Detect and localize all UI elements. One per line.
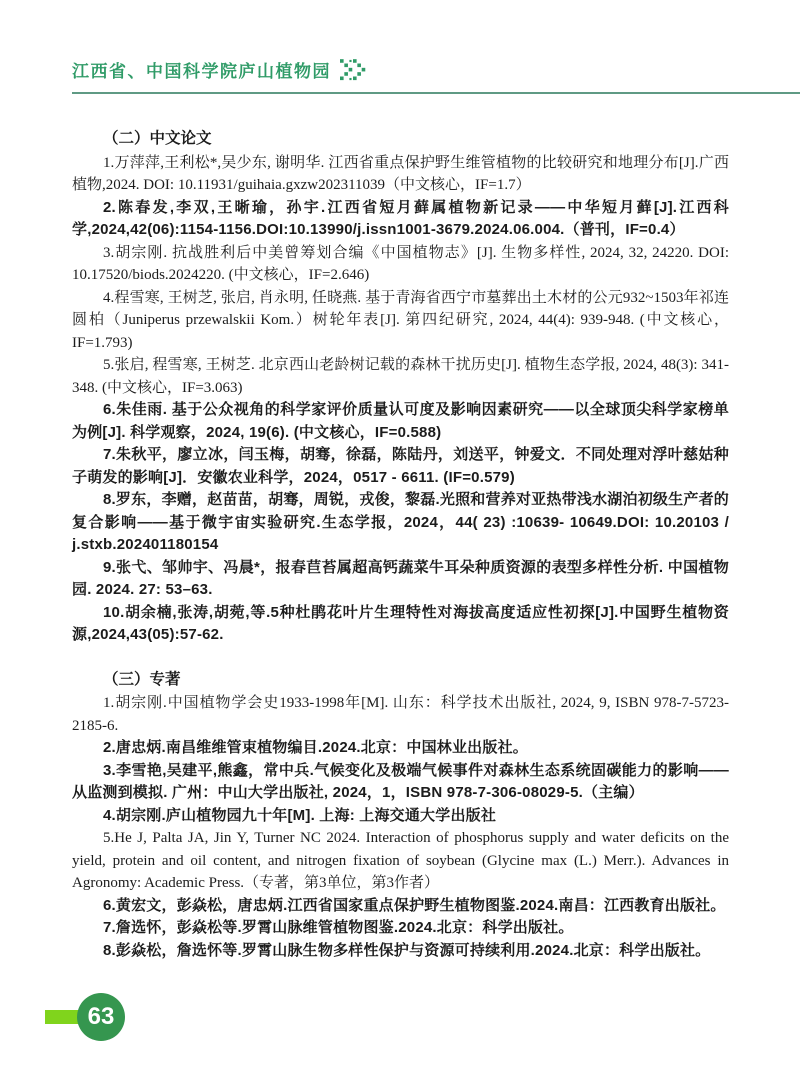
references-content bbox=[72, 128, 729, 962]
reference-item: 8.彭焱松，詹选怀等.罗霄山脉生物多样性保护与资源可持续利用.2024.北京：科学出版社。 bbox=[103, 941, 711, 959]
page-number: 63 bbox=[87, 1003, 115, 1030]
reference-item: 10.胡余楠,张涛,胡菀,等.5种杜鹃花叶片生理特性对海拔高度适应性初探[J].中国野生植物资源,2024,43(05):57-62. bbox=[72, 603, 729, 643]
reference-item: 4.程雪寒, 王树芝, 张启, 肖永明, 任晓燕. 基于青海省西宁市墓葬出土木材的公元932~1503年祁连圆柏（Juniperus przewalskii Kom.）树轮年表[J]. 第四纪研究, 2024, 44(4): 939-948. (中文核心，IF=1.793) bbox=[72, 289, 729, 351]
reference-item: 9.张弋、邹帅宇、冯晨*，报春苣苔属超高钙蔬菜牛耳朵种质资源的表型多样性分析. 中国植物园. 2024. 27: 53–63. bbox=[72, 558, 729, 598]
reference-item: 7.詹选怀，彭焱松等.罗霄山脉维管植物图鉴.2024.北京：科学出版社。 bbox=[103, 919, 574, 936]
reference-item: 3.李雪艳,吴建平,熊鑫，常中兵.气候变化及极端气候事件对森林生态系统固碳能力的影响——从监测到模拟. 广州：中山大学出版社, 2024，1，ISBN 978-7-306-08029-5.（主编） bbox=[72, 761, 729, 801]
reference-item: 7.朱秋平，廖立冰，闫玉梅，胡骞，徐磊，陈陆丹，刘送平，钟爱文．不同处理对浮叶慈姑种子萌发的影响[J]．安徽农业科学，2024，0517 - 6611. (IF=0.579) bbox=[72, 446, 729, 486]
organization-title: 江西省、中国科学院庐山植物园 bbox=[72, 62, 331, 81]
reference-item: 8.罗东，李赠，赵苗苗，胡骞，周锐，戎俊，黎磊.光照和营养对亚热带浅水湖泊初级生产者的复合影响——基于微宇宙实验研究.生态学报，2024，44( 23) :10639- 10649.DOI: 10.20103 / j.stxb.202401180154 bbox=[72, 491, 729, 553]
reference-item: 5.He J, Palta JA, Jin Y, Turner NC 2024. Interaction of phosphorus supply and water deficits on the yield, protein and oil content, and nitrogen fixation of soybean (Glycine max (L.) Merr.). Advances in Agronomy: Academic Press.（专著，第3单位，第3作者） bbox=[72, 830, 729, 891]
header-divider bbox=[72, 92, 800, 94]
reference-item: 1.万萍萍,王利松*,吴少东, 谢明华. 江西省重点保护野生维管植物的比较研究和地理分布[J].广西植物,2024. DOI: 10.11931/guihaia.gxzw202311039（中文核心，IF=1.7） bbox=[72, 154, 729, 193]
reference-item: 4.胡宗刚.庐山植物园九十年[M]. 上海: 上海交通大学出版社 bbox=[103, 806, 497, 824]
reference-item: 5.张启, 程雪寒, 王树芝. 北京西山老龄树记载的森林干扰历史[J]. 植物生态学报, 2024, 48(3): 341-348. (中文核心，IF=3.063) bbox=[72, 357, 729, 396]
section-heading-monographs: （三）专著 bbox=[103, 670, 181, 688]
page-header bbox=[72, 57, 366, 82]
pixel-double-chevron-icon bbox=[340, 59, 366, 81]
section-heading-chinese-papers: （二）中文论文 bbox=[103, 130, 212, 147]
reference-item: 3.胡宗刚. 抗战胜利后中美曾筹划合编《中国植物志》[J]. 生物多样性, 2024, 32, 24220. DOI: 10.17520/biods.2024220. (中文核心，IF=2.646) bbox=[72, 244, 729, 283]
reference-item: 6.黄宏文，彭焱松，唐忠炳.江西省国家重点保护野生植物图鉴.2024.南昌：江西教育出版社。 bbox=[103, 896, 726, 914]
page-number-badge bbox=[77, 993, 125, 1041]
reference-item: 2.陈春发,李双,王晰瑜，孙宇.江西省短月藓属植物新记录——中华短月藓[J].江西科学,2024,42(06):1154-1156.DOI:10.13990/j.issn1001-3679.2024.06.004.（普刊，IF=0.4） bbox=[72, 198, 729, 238]
reference-item: 2.唐忠炳.南昌维维管束植物编目.2024.北京：中国林业出版社。 bbox=[103, 739, 528, 756]
reference-item: 1.胡宗刚.中国植物学会史1933-1998年[M]. 山东：科学技术出版社, 2024, 9, ISBN 978-7-5723-2185-6. bbox=[72, 695, 729, 734]
reference-item: 6.朱佳雨. 基于公众视角的科学家评价质量认可度及影响因素研究——以全球顶尖科学家榜单为例[J]. 科学观察，2024, 19(6). (中文核心，IF=0.588) bbox=[72, 401, 729, 441]
